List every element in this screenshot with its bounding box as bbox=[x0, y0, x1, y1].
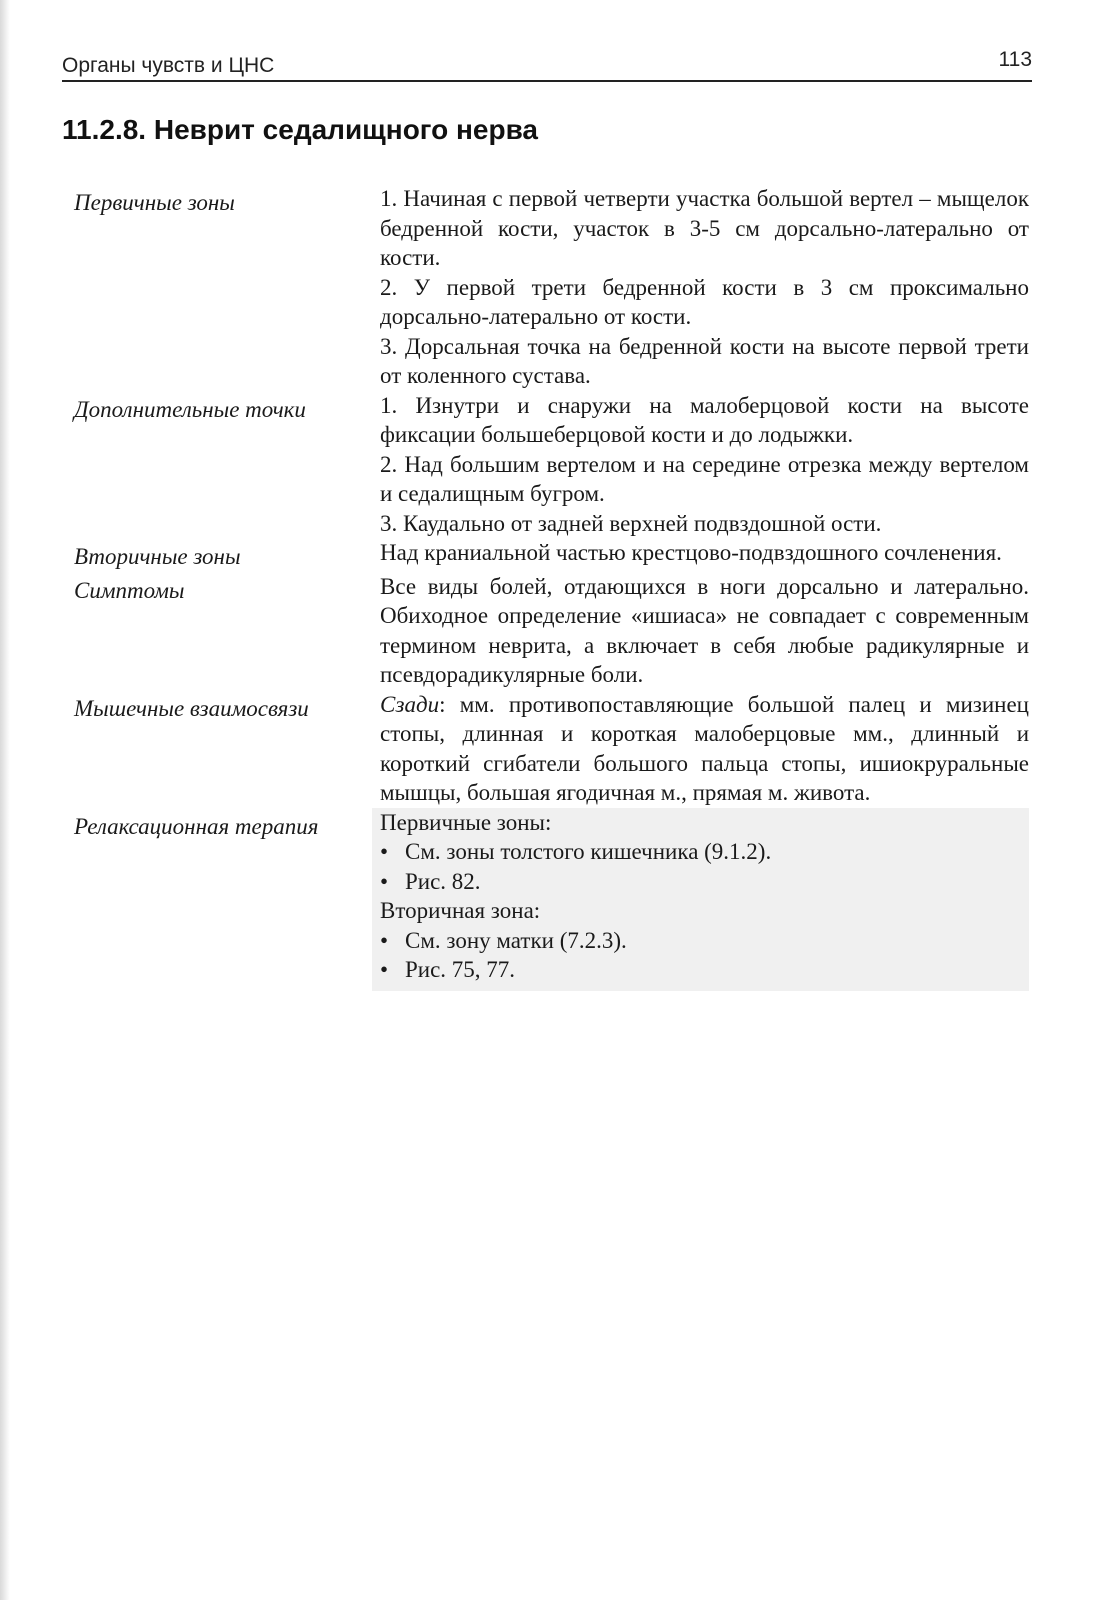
entry-body bbox=[380, 690, 1029, 808]
page-edge-shadow bbox=[0, 0, 10, 1600]
entry-item: 1. Изнутри и снаружи на малоберцовой кости на высоте фиксации большеберцовой кости и до лодыжки. bbox=[380, 392, 1029, 447]
entry-text: Над краниальной частью крестцово-подвздошного сочленения. bbox=[380, 540, 1002, 565]
page-number: 113 bbox=[998, 48, 1032, 71]
list-item-text: См. зону матки (7.2.3). bbox=[405, 927, 627, 953]
list-item bbox=[380, 955, 1017, 985]
running-header bbox=[62, 50, 1032, 82]
list-item-text: Рис. 82. bbox=[405, 868, 481, 894]
entry-muscle-relations bbox=[74, 690, 1029, 808]
list-item-text: См. зоны толстого кишечника (9.1.2). bbox=[405, 839, 772, 864]
relaxation-box bbox=[372, 808, 1029, 991]
secondary-zone-heading: Вторичная зона: bbox=[380, 898, 541, 923]
section-title: 11.2.8. Неврит седалищного нерва bbox=[62, 114, 538, 145]
entry-label: Релаксационная терапия bbox=[74, 813, 319, 839]
entry-label: Дополнительные точки bbox=[74, 396, 306, 422]
entry-item: 3. Каудально от задней верхней подвздошной ости. bbox=[380, 510, 882, 536]
secondary-zone-list bbox=[380, 926, 1017, 985]
entry-text-rest: : мм. противопоставляющие большой палец и мизинец стопы, длинная и короткая малоберцовые мм., длинный и короткий сгибатели большого пальца стопы, ишиокруральные мышцы, большая ягодичная м., прямая м. живота. bbox=[380, 691, 1029, 805]
primary-zones-heading: Первичные зоны: bbox=[380, 809, 552, 835]
primary-zones-list bbox=[380, 837, 1017, 896]
list-item bbox=[380, 837, 1017, 867]
bullet-icon: • bbox=[380, 839, 389, 864]
entries-table bbox=[74, 184, 1029, 991]
list-item bbox=[380, 867, 1017, 897]
entry-item: 2. У первой трети бедренной кости в 3 см проксимально дорсально-латерально от кости. bbox=[380, 274, 1029, 329]
entry-body bbox=[380, 538, 1029, 572]
bullet-icon: • bbox=[380, 868, 389, 894]
running-title: Органы чувств и ЦНС bbox=[62, 54, 275, 77]
entry-label: Вторичные зоны bbox=[74, 544, 241, 569]
bullet-icon: • bbox=[380, 957, 389, 982]
entry-item: 3. Дорсальная точка на бедренной кости на высоте первой трети от коленного сустава. bbox=[380, 333, 1029, 388]
entry-additional-points bbox=[74, 391, 1029, 539]
entry-text bbox=[380, 690, 1029, 808]
entry-body bbox=[380, 572, 1029, 690]
entry-label: Мышечные взаимосвязи bbox=[74, 695, 309, 721]
list-item bbox=[380, 926, 1017, 956]
entry-primary-zones bbox=[74, 184, 1029, 391]
entry-item: 2. Над большим вертелом и на середине отрезка между вертелом и седалищным бугром. bbox=[380, 451, 1029, 506]
entry-text: Все виды болей, отдающихся в ноги дорсально и латерально. Обиходное определение «ишиаса» не совпадает с современным термином неврита, а включает в себя любые радикулярные и псевдорадикулярные боли. bbox=[380, 573, 1029, 687]
entry-lead: Сзади bbox=[380, 691, 440, 717]
entry-symptoms bbox=[74, 572, 1029, 690]
list-item-text: Рис. 75, 77. bbox=[405, 957, 516, 982]
entry-body bbox=[380, 184, 1029, 391]
bullet-icon: • bbox=[380, 927, 389, 953]
entry-body bbox=[380, 391, 1029, 539]
entry-item: 1. Начиная с первой четверти участка большой вертел – мыщелок бедренной кости, участок в 3-5 см дорсально-латерально от кости. bbox=[380, 186, 1029, 270]
entry-relaxation-therapy bbox=[74, 808, 1029, 991]
entry-label: Симптомы bbox=[74, 577, 185, 603]
entry-secondary-zones bbox=[74, 538, 1029, 572]
entry-label: Первичные зоны bbox=[74, 190, 235, 215]
